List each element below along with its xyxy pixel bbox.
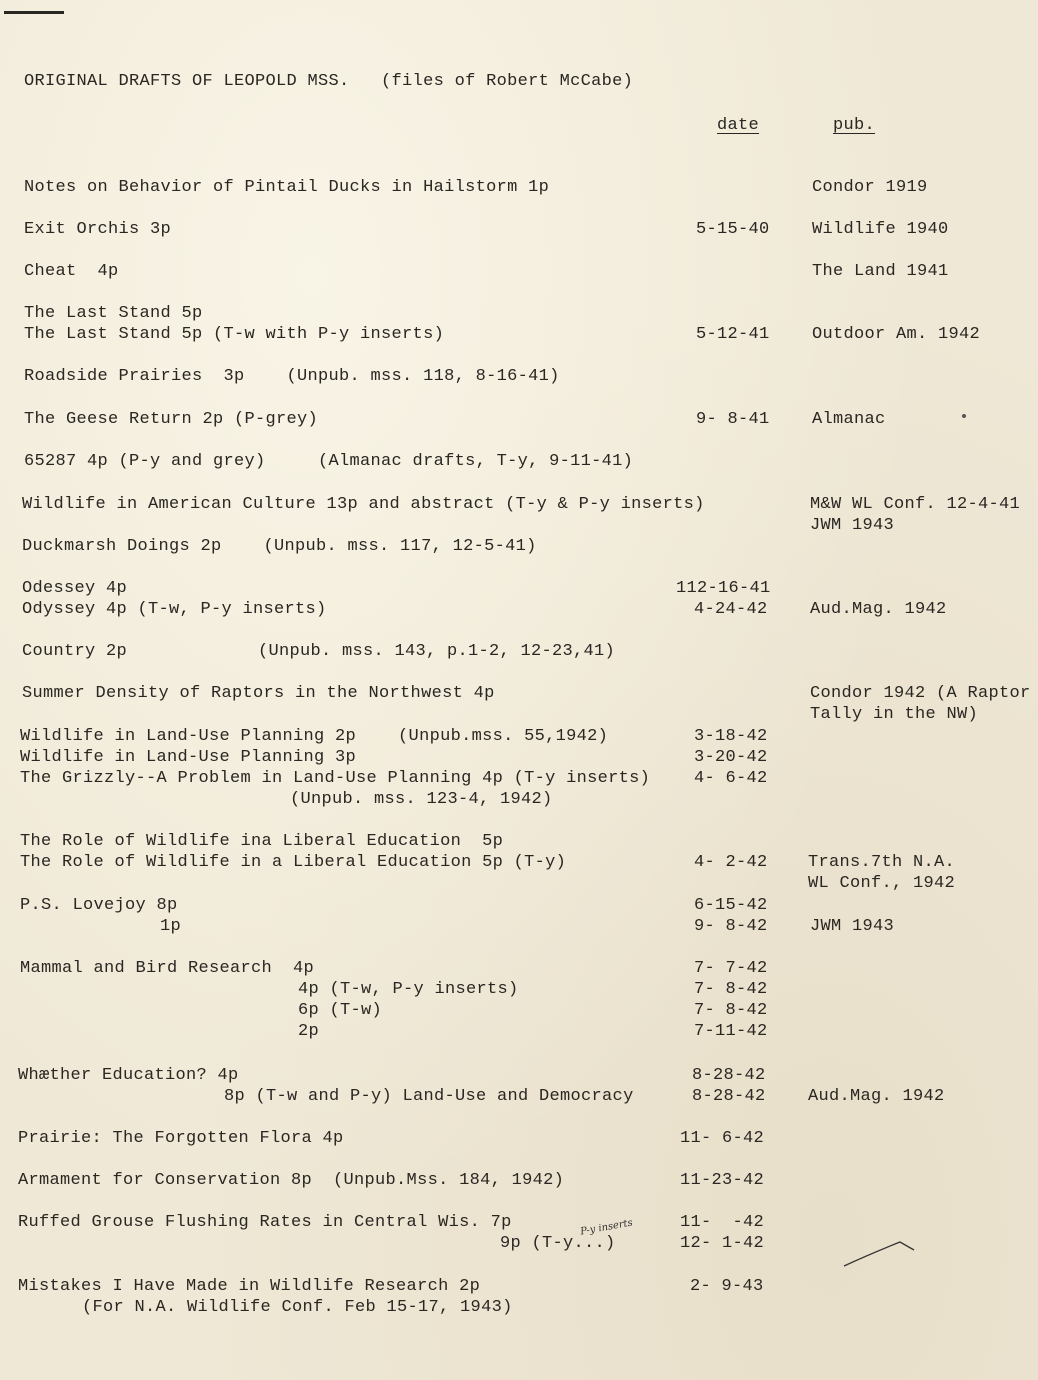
entry-title: Ruffed Grouse Flushing Rates in Central Wis. 7p bbox=[18, 1213, 512, 1232]
entry-title: Cheat 4p bbox=[24, 262, 119, 281]
entry-title: Odessey 4p bbox=[22, 579, 128, 598]
entry-title: Country 2p bbox=[22, 642, 128, 661]
entry-pub: Trans.7th N.A. bbox=[808, 853, 956, 872]
entry-title: P.S. Lovejoy 8p bbox=[20, 896, 178, 915]
entry-title: The Role of Wildlife in a Liberal Education 5p (T-y) bbox=[20, 853, 567, 872]
entry-pub: Aud.Mag. 1942 bbox=[810, 600, 947, 619]
entry-title: 1p bbox=[160, 917, 182, 936]
entry-title: 6p (T-w) bbox=[298, 1001, 383, 1020]
entry-date: 3-20-42 bbox=[694, 748, 768, 767]
entry-date: 2- 9-43 bbox=[690, 1277, 764, 1296]
entry-pub: Wildlife 1940 bbox=[812, 220, 949, 239]
entry-title: 9p (T-y...) bbox=[500, 1234, 616, 1253]
ink-dot bbox=[962, 414, 966, 418]
entry-pub: JWM 1943 bbox=[810, 516, 895, 535]
entry-title: Prairie: The Forgotten Flora 4p bbox=[18, 1129, 344, 1148]
entry-title: Roadside Prairies 3p (Unpub. mss. 118, 8-16-41) bbox=[24, 367, 560, 386]
entry-date: 7- 7-42 bbox=[694, 959, 768, 978]
entry-title: Armament for Conservation 8p (Unpub.Mss. 184, 1942) bbox=[18, 1171, 565, 1190]
date-column-header: date bbox=[717, 116, 760, 135]
entry-date: 9- 8-41 bbox=[696, 410, 770, 429]
entry-pub: Tally in the NW) bbox=[810, 705, 979, 724]
entry-title: The Role of Wildlife ina Liberal Education 5p bbox=[20, 832, 504, 851]
entry-pub: Almanac bbox=[812, 410, 886, 429]
entry-title: Whæther Education? 4p bbox=[18, 1066, 239, 1085]
entry-date: 4- 6-42 bbox=[694, 769, 768, 788]
entry-date: 112-16-41 bbox=[676, 579, 771, 598]
entry-date: 7- 8-42 bbox=[694, 980, 768, 999]
entry-title: The Grizzly--A Problem in Land-Use Planning 4p (T-y inserts) bbox=[20, 769, 651, 788]
entry-date: 7-11-42 bbox=[694, 1022, 768, 1041]
entry-title: Notes on Behavior of Pintail Ducks in Hailstorm 1p bbox=[24, 178, 550, 197]
entry-date: 4- 2-42 bbox=[694, 853, 768, 872]
document-title: ORIGINAL DRAFTS OF LEOPOLD MSS. (files of Robert McCabe) bbox=[24, 72, 634, 91]
entry-pub: Condor 1942 (A Raptor bbox=[810, 684, 1031, 703]
entry-date: 5-15-40 bbox=[696, 220, 770, 239]
entry-title: The Last Stand 5p bbox=[24, 304, 203, 323]
entry-title: Wildlife in Land-Use Planning 2p (Unpub.mss. 55,1942) bbox=[20, 727, 609, 746]
entry-title: The Last Stand 5p (T-w with P-y inserts) bbox=[24, 325, 445, 344]
entry-date: 11-23-42 bbox=[680, 1171, 765, 1190]
entry-pub: Outdoor Am. 1942 bbox=[812, 325, 981, 344]
entry-date: 8-28-42 bbox=[692, 1087, 766, 1106]
entry-date: 8-28-42 bbox=[692, 1066, 766, 1085]
entry-date: 5-12-41 bbox=[696, 325, 770, 344]
entry-title: 2p bbox=[298, 1022, 320, 1041]
entry-title: Exit Orchis 3p bbox=[24, 220, 172, 239]
entry-date: 11- -42 bbox=[680, 1213, 765, 1232]
entry-title: Summer Density of Raptors in the Northwest 4p bbox=[22, 684, 495, 703]
entry-title: Mammal and Bird Research 4p bbox=[20, 959, 315, 978]
entry-title: 8p (T-w and P-y) Land-Use and Democracy bbox=[224, 1087, 634, 1106]
entry-title: 4p (T-w, P-y inserts) bbox=[298, 980, 519, 999]
entry-date: 9- 8-42 bbox=[694, 917, 768, 936]
entry-date: 12- 1-42 bbox=[680, 1234, 765, 1253]
entry-pub: Aud.Mag. 1942 bbox=[808, 1087, 945, 1106]
pen-stroke bbox=[840, 1232, 920, 1272]
entry-title: 65287 4p (P-y and grey) (Almanac drafts, T-y, 9-11-41) bbox=[24, 452, 634, 471]
pub-column-header: pub. bbox=[833, 116, 876, 135]
entry-date: 3-18-42 bbox=[694, 727, 768, 746]
entry-pub: M&W WL Conf. 12-4-41 bbox=[810, 495, 1021, 514]
entry-date: 11- 6-42 bbox=[680, 1129, 765, 1148]
entry-title: Duckmarsh Doings 2p (Unpub. mss. 117, 12-5-41) bbox=[22, 537, 537, 556]
entry-note: (Unpub. mss. 143, p.1-2, 12-23,41) bbox=[258, 642, 616, 661]
corner-mark bbox=[4, 11, 64, 14]
entry-date: 4-24-42 bbox=[694, 600, 768, 619]
entry-title: Wildlife in American Culture 13p and abstract (T-y & P-y inserts) bbox=[22, 495, 705, 514]
handwritten-annotation: P-y inserts bbox=[579, 1217, 634, 1238]
entry-title: Mistakes I Have Made in Wildlife Research 2p bbox=[18, 1277, 481, 1296]
entry-note: (Unpub. mss. 123-4, 1942) bbox=[290, 790, 553, 809]
entry-title: Odyssey 4p (T-w, P-y inserts) bbox=[22, 600, 327, 619]
entry-pub: WL Conf., 1942 bbox=[808, 874, 956, 893]
entry-pub: Condor 1919 bbox=[812, 178, 928, 197]
entry-pub: JWM 1943 bbox=[810, 917, 895, 936]
entry-pub: The Land 1941 bbox=[812, 262, 949, 281]
entry-date: 7- 8-42 bbox=[694, 1001, 768, 1020]
entry-title: The Geese Return 2p (P-grey) bbox=[24, 410, 319, 429]
entry-note: (For N.A. Wildlife Conf. Feb 15-17, 1943) bbox=[82, 1298, 513, 1317]
entry-date: 6-15-42 bbox=[694, 896, 768, 915]
entry-title: Wildlife in Land-Use Planning 3p bbox=[20, 748, 357, 767]
